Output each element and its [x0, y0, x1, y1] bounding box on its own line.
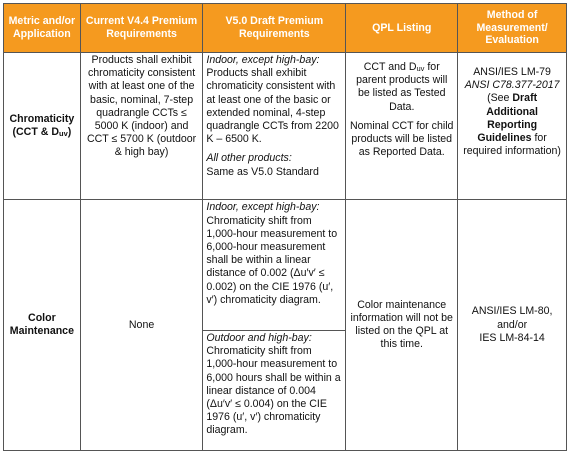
metric-chromaticity	[4, 53, 81, 200]
draft-chromaticity-indoor-text: Products shall exhibit chromaticity consistent with at least one of the basic or extended nominal, 4-step quadrangle CCTs from 2200 K – 6500 K.	[206, 67, 339, 146]
header-metric: Metric and/or Application	[4, 4, 81, 53]
metric-chromaticity-title: Chromaticity	[9, 113, 75, 125]
qpl-color-maintenance: Color maintenance information will not be listed on the QPL at this time.	[346, 200, 458, 451]
qpl-parent-prefix: CCT and D	[363, 61, 417, 73]
qpl-chromaticity	[346, 53, 458, 200]
qpl-parent-suffix: for parent products will be listed as Tested Data.	[356, 61, 448, 113]
method-chromaticity-required: for required information)	[463, 132, 561, 158]
method-chromaticity-see: (See	[487, 92, 510, 105]
qpl-chromaticity-parent	[349, 61, 454, 114]
header-qpl-listing: QPL Listing	[346, 4, 458, 53]
metric-color-maintenance: Color Maintenance	[4, 200, 81, 451]
table-row-chromaticity	[4, 53, 567, 200]
draft-color-maintenance-outdoor	[203, 330, 346, 450]
metric-sub-suffix: )	[67, 126, 72, 139]
draft-cm-outdoor-text: Chromaticity shift from 1,000-hour measurement to 6,000 hours shall be within a linear distance of 0.004 (Δu′v′ ≤ 0.004) on the CIE 1976 (u′, v′) chromaticity diagram.	[206, 345, 341, 437]
method-chromaticity-c78: ANSI C78.377-2017	[464, 79, 560, 92]
method-cm-lm84: IES LM-84-14	[479, 331, 545, 344]
metric-sub-subscript: uv	[58, 129, 68, 139]
draft-chromaticity	[203, 53, 346, 200]
qpl-chromaticity-child: Nominal CCT for child products will be listed as Reported Data.	[350, 119, 454, 159]
draft-chromaticity-other-text: Same as V5.0 Standard	[206, 165, 319, 178]
draft-cm-outdoor-label: Outdoor and high-bay:	[206, 331, 312, 344]
method-cm-andor: and/or	[497, 318, 528, 331]
header-current-v44: Current V4.4 Premium Requirements	[80, 4, 203, 53]
qpl-parent-subscript: uv	[416, 64, 425, 73]
table-header-row	[4, 4, 567, 53]
metric-chromaticity-subtitle	[7, 126, 77, 139]
current-chromaticity: Products shall exhibit chromaticity consistent with at least one of the basic, nominal, 7-step quadrangle CCTs ≤ 5000 K (indoor) and CCT ≤ 5700 K (outdoor & high bay)	[80, 53, 203, 200]
current-color-maintenance: None	[80, 200, 203, 451]
draft-color-maintenance-indoor	[203, 200, 346, 331]
method-chromaticity	[458, 53, 567, 200]
method-color-maintenance	[458, 200, 567, 451]
requirements-table	[3, 3, 567, 451]
header-method: Method of Measurement/ Evaluation	[458, 4, 567, 53]
method-chromaticity-lm79: ANSI/IES LM-79	[473, 66, 551, 78]
draft-chromaticity-other-label: All other products:	[206, 152, 292, 165]
header-v50-draft: V5.0 Draft Premium Requirements	[203, 4, 346, 53]
metric-sub-prefix: (CCT & D	[12, 126, 59, 139]
draft-cm-indoor-text: Chromaticity shift from 1,000-hour measurement to 6,000-hour measurement shall be within a linear distance of 0.002 (Δu′v′ ≤ 0.002) on the CIE 1976 (u′, v′) chromaticity diagram.	[206, 214, 338, 306]
method-chromaticity-guidelines: Draft Additional Reporting Guidelines	[477, 92, 538, 145]
draft-cm-indoor-label: Indoor, except high-bay:	[206, 201, 320, 214]
method-cm-lm80: ANSI/IES LM-80,	[471, 305, 553, 318]
draft-chromaticity-indoor-label: Indoor, except high-bay:	[206, 54, 320, 66]
table-row-color-maintenance	[4, 200, 567, 331]
